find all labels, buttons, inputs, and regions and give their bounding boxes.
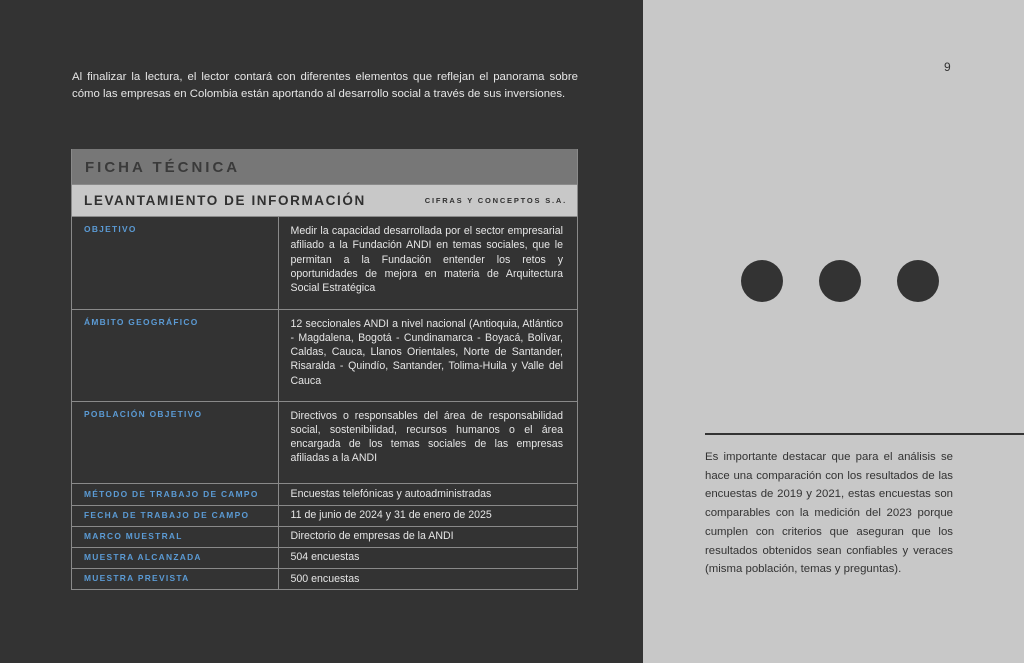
decorative-dot [819, 260, 861, 302]
row-label: FECHA DE TRABAJO DE CAMPO [72, 505, 278, 526]
row-label: MÉTODO DE TRABAJO DE CAMPO [72, 483, 278, 505]
page-number: 9 [944, 60, 951, 74]
note-paragraph: Es importante destacar que para el análisis se hace una comparación con los resultados de las encuestas de 2019 y 2021, estas encuestas son comparables con la medición del 2023 porque cumplen con criterios que aseguran que los resultados obtenidos sean confiables y veraces (misma población, temas y preguntas). [705, 451, 953, 576]
row-value: 11 de junio de 2024 y 31 de enero de 2025 [278, 505, 577, 526]
ficha-rows [72, 217, 577, 589]
row-value: Encuestas telefónicas y autoadministradas [278, 483, 577, 505]
ficha-tecnica-table [71, 149, 578, 590]
row-value: Medir la capacidad desarrollada por el sector empresarial afiliado a la Fundación ANDI en temas sociales, que le permitan a la Fundación entender los retos y oportunidades de mejora en materia de Arquitectura Social Estratégica [290, 225, 563, 295]
row-value: 500 encuestas [278, 568, 577, 589]
table-row [72, 483, 577, 505]
ficha-source: CIFRAS Y CONCEPTOS S.A. [424, 196, 567, 205]
row-label: MUESTRA ALCANZADA [72, 547, 278, 568]
ficha-subtitle: LEVANTAMIENTO DE INFORMACIÓN [84, 193, 366, 208]
table-row [72, 217, 577, 309]
row-label: OBJETIVO [72, 217, 278, 309]
ficha-title: FICHA TÉCNICA [72, 149, 577, 184]
table-row [72, 505, 577, 526]
row-value: Directivos o responsables del área de responsabilidad social, sostenibilidad, recursos humanos o el área encargada de los temas sociales de las empresas afiliadas a la ANDI [278, 401, 577, 483]
row-value: 504 encuestas [278, 547, 577, 568]
table-row [72, 526, 577, 547]
row-label: POBLACIÓN OBJETIVO [72, 401, 278, 483]
decorative-dot [741, 260, 783, 302]
table-row [72, 568, 577, 589]
table-row [72, 309, 577, 401]
ficha-subheader [72, 184, 577, 217]
decorative-dot [897, 260, 939, 302]
row-label: MARCO MUESTRAL [72, 526, 278, 547]
intro-paragraph: Al finalizar la lectura, el lector contará con diferentes elementos que reflejan el panorama sobre cómo las empresas en Colombia están aportando al desarrollo social a través de sus inversiones. [72, 71, 578, 100]
row-value: Directorio de empresas de la ANDI [278, 526, 577, 547]
row-value: 12 seccionales ANDI a nivel nacional (Antioquia, Atlántico - Magdalena, Bogotá - Cundinamarca - Boyacá, Bolívar, Caldas, Cauca, Llanos Orientales, Norte de Santander, Risaralda - Quindío, Santander, Tolima-Huila y Valle del Cauca [278, 309, 577, 401]
divider-line [705, 433, 1024, 435]
table-row [72, 401, 577, 483]
row-label: ÁMBITO GEOGRÁFICO [72, 309, 278, 401]
table-row [72, 547, 577, 568]
row-label: MUESTRA PREVISTA [72, 568, 278, 589]
